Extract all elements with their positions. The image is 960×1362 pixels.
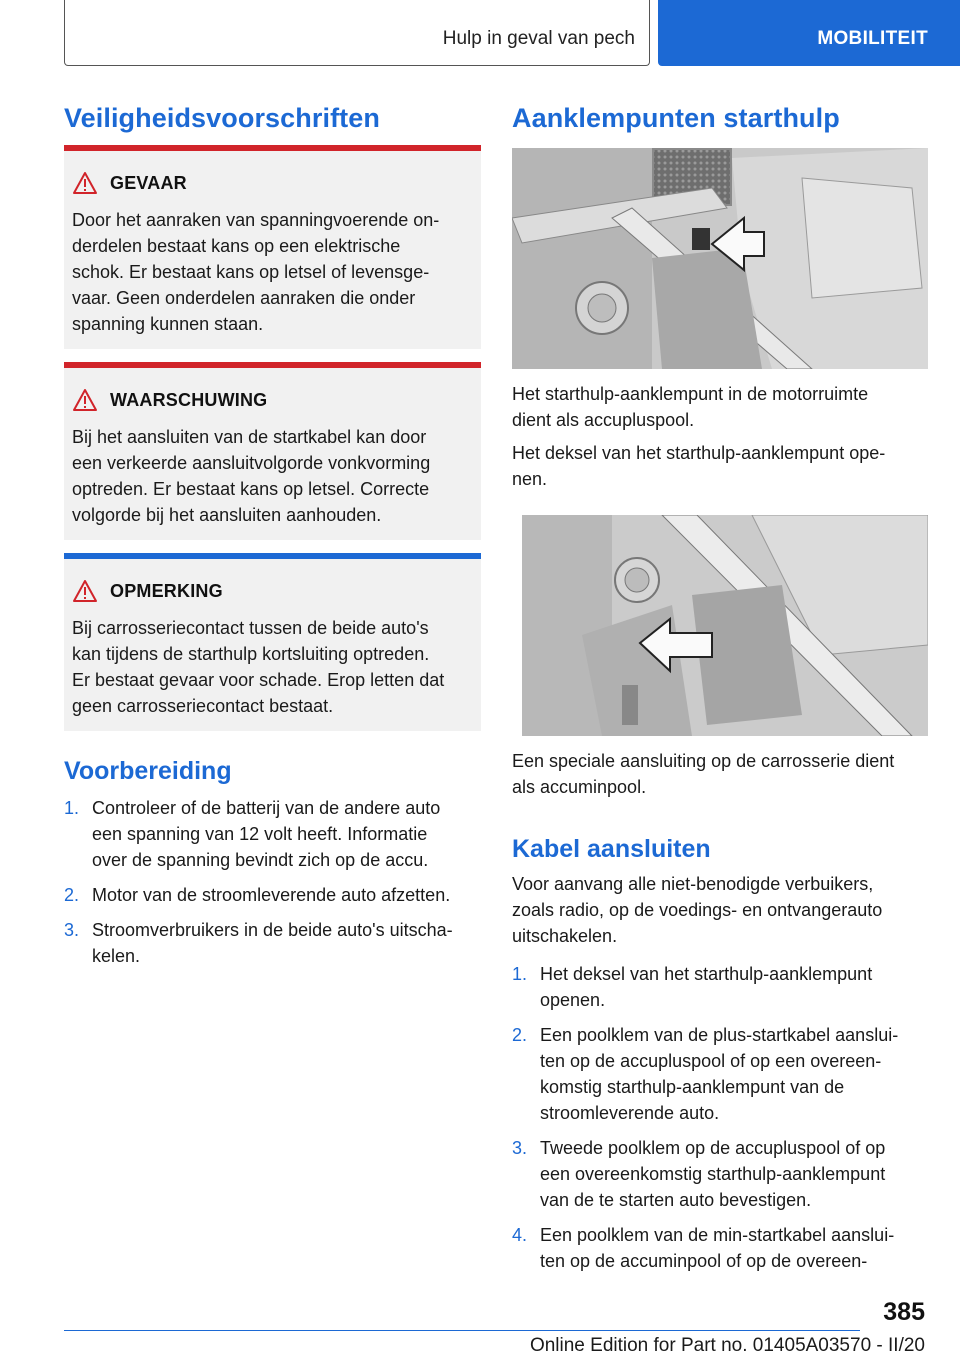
footer-edition: Online Edition for Part no. 01405A03570 - II/20	[529, 1335, 925, 1356]
header-section-box	[64, 0, 650, 66]
list-item	[512, 1222, 932, 1274]
text-line: Het deksel van het starthulp-aanklempunt ope-	[512, 443, 886, 463]
header-chapter-tab[interactable]	[658, 0, 960, 66]
text-line: Motor van de stroomleverende auto afzetten.	[92, 885, 451, 905]
notice-warning-text	[72, 424, 469, 528]
caption-negative-pole	[512, 748, 932, 800]
text-line: Controleer of de batterij van de andere auto	[92, 798, 441, 818]
text-line: komstig starthulp-aanklempunt van de	[540, 1077, 845, 1097]
notice-warning	[64, 362, 481, 540]
text-line: als accuminpool.	[512, 777, 647, 797]
step-number: 4.	[512, 1225, 528, 1245]
text-line: stroomleverende auto.	[540, 1103, 720, 1123]
text-line: openen.	[540, 990, 606, 1010]
text-line: schok. Er bestaat kans op letsel of levensge-	[72, 262, 430, 282]
text-line: over de spanning bevindt zich op de accu.	[92, 850, 429, 870]
text-line: van de te starten auto bevestigen.	[540, 1190, 812, 1210]
preparation-heading: Voorbereiding	[64, 757, 232, 785]
caption-open-cover	[512, 440, 932, 492]
header-chapter-label: MOBILITEIT	[817, 28, 928, 49]
list-item	[64, 882, 484, 908]
text-line: derdelen bestaat kans op een elektrische	[72, 236, 401, 256]
text-line: Het starthulp-aanklempunt in de motorruimte	[512, 384, 869, 404]
page-number: 385	[883, 1298, 925, 1326]
text-line: Bij het aansluiten van de startkabel kan door	[72, 427, 427, 447]
step-number: 3.	[64, 920, 80, 940]
jumpstart-points-heading: Aanklempunten starthulp	[512, 103, 840, 133]
step-number: 3.	[512, 1138, 528, 1158]
notice-danger-title: GEVAAR	[110, 173, 187, 193]
text-line: Een poolklem van de plus-startkabel aanslui-	[540, 1025, 899, 1045]
safety-heading: Veiligheidsvoorschriften	[64, 103, 380, 133]
text-line: ten op de accupluspool of op een overeen-	[540, 1051, 882, 1071]
notice-danger-bar	[64, 145, 481, 151]
text-line: kelen.	[92, 946, 141, 966]
header-section-title: Hulp in geval van pech	[442, 28, 635, 49]
preparation-steps	[64, 795, 484, 978]
warning-triangle-icon	[72, 171, 98, 195]
notice-danger-text	[72, 207, 469, 337]
notice-note-bar	[64, 553, 481, 559]
step-number: 2.	[512, 1025, 528, 1045]
text-line: volgorde bij het aansluiten aanhouden.	[72, 505, 382, 525]
list-item	[512, 961, 932, 1013]
step-number: 1.	[64, 798, 80, 818]
text-line: Tweede poolklem op de accupluspool of op	[540, 1138, 886, 1158]
step-number: 2.	[64, 885, 80, 905]
footer-divider	[64, 1330, 860, 1331]
text-line: Er bestaat gevaar voor schade. Erop letten dat	[72, 670, 445, 690]
text-line: een overeenkomstig starthulp-aanklempunt	[540, 1164, 886, 1184]
list-item	[512, 1135, 932, 1213]
text-line: Het deksel van het starthulp-aanklempunt	[540, 964, 873, 984]
caption-positive-pole	[512, 381, 932, 433]
notice-note-title: OPMERKING	[110, 581, 223, 601]
text-line: nen.	[512, 469, 548, 489]
connect-steps	[512, 961, 932, 1283]
text-line: vaar. Geen onderdelen aanraken die onder	[72, 288, 416, 308]
text-line: dient als accupluspool.	[512, 410, 695, 430]
text-line: een spanning van 12 volt heeft. Informatie	[92, 824, 428, 844]
notice-warning-title: WAARSCHUWING	[110, 390, 268, 410]
text-line: Een speciale aansluiting op de carrosserie dient	[512, 751, 895, 771]
list-item	[64, 795, 484, 873]
notice-note	[64, 553, 481, 731]
engine-bay-photo-negative	[522, 515, 928, 736]
step-number: 1.	[512, 964, 528, 984]
text-line: ten op de accuminpool of op de overeen-	[540, 1251, 868, 1271]
text-line: uitschakelen.	[512, 926, 618, 946]
engine-bay-photo-positive	[512, 148, 928, 369]
list-item	[64, 917, 484, 969]
engine-bay-illustration	[522, 515, 928, 736]
notice-note-text	[72, 615, 469, 719]
warning-triangle-icon	[72, 388, 98, 412]
text-line: geen carrosseriecontact bestaat.	[72, 696, 334, 716]
text-line: een verkeerde aansluitvolgorde vonkvorming	[72, 453, 431, 473]
text-line: spanning kunnen staan.	[72, 314, 264, 334]
connect-cable-heading: Kabel aansluiten	[512, 835, 711, 863]
text-line: Een poolklem van de min-startkabel aanslui-	[540, 1225, 895, 1245]
text-line: Stroomverbruikers in de beide auto's uitscha-	[92, 920, 453, 940]
text-line: kan tijdens de starthulp kortsluiting optreden.	[72, 644, 430, 664]
notice-danger	[64, 145, 481, 349]
text-line: Bij carrosseriecontact tussen de beide auto's	[72, 618, 429, 638]
text-line: zoals radio, op de voedings- en ontvangerauto	[512, 900, 883, 920]
engine-bay-illustration	[512, 148, 928, 369]
warning-triangle-icon	[72, 579, 98, 603]
list-item	[512, 1022, 932, 1126]
text-line: Voor aanvang alle niet-benodigde verbuikers,	[512, 874, 874, 894]
notice-warning-bar	[64, 362, 481, 368]
connect-intro	[512, 871, 932, 949]
text-line: Door het aanraken van spanningvoerende on-	[72, 210, 440, 230]
text-line: optreden. Er bestaat kans op letsel. Correcte	[72, 479, 430, 499]
